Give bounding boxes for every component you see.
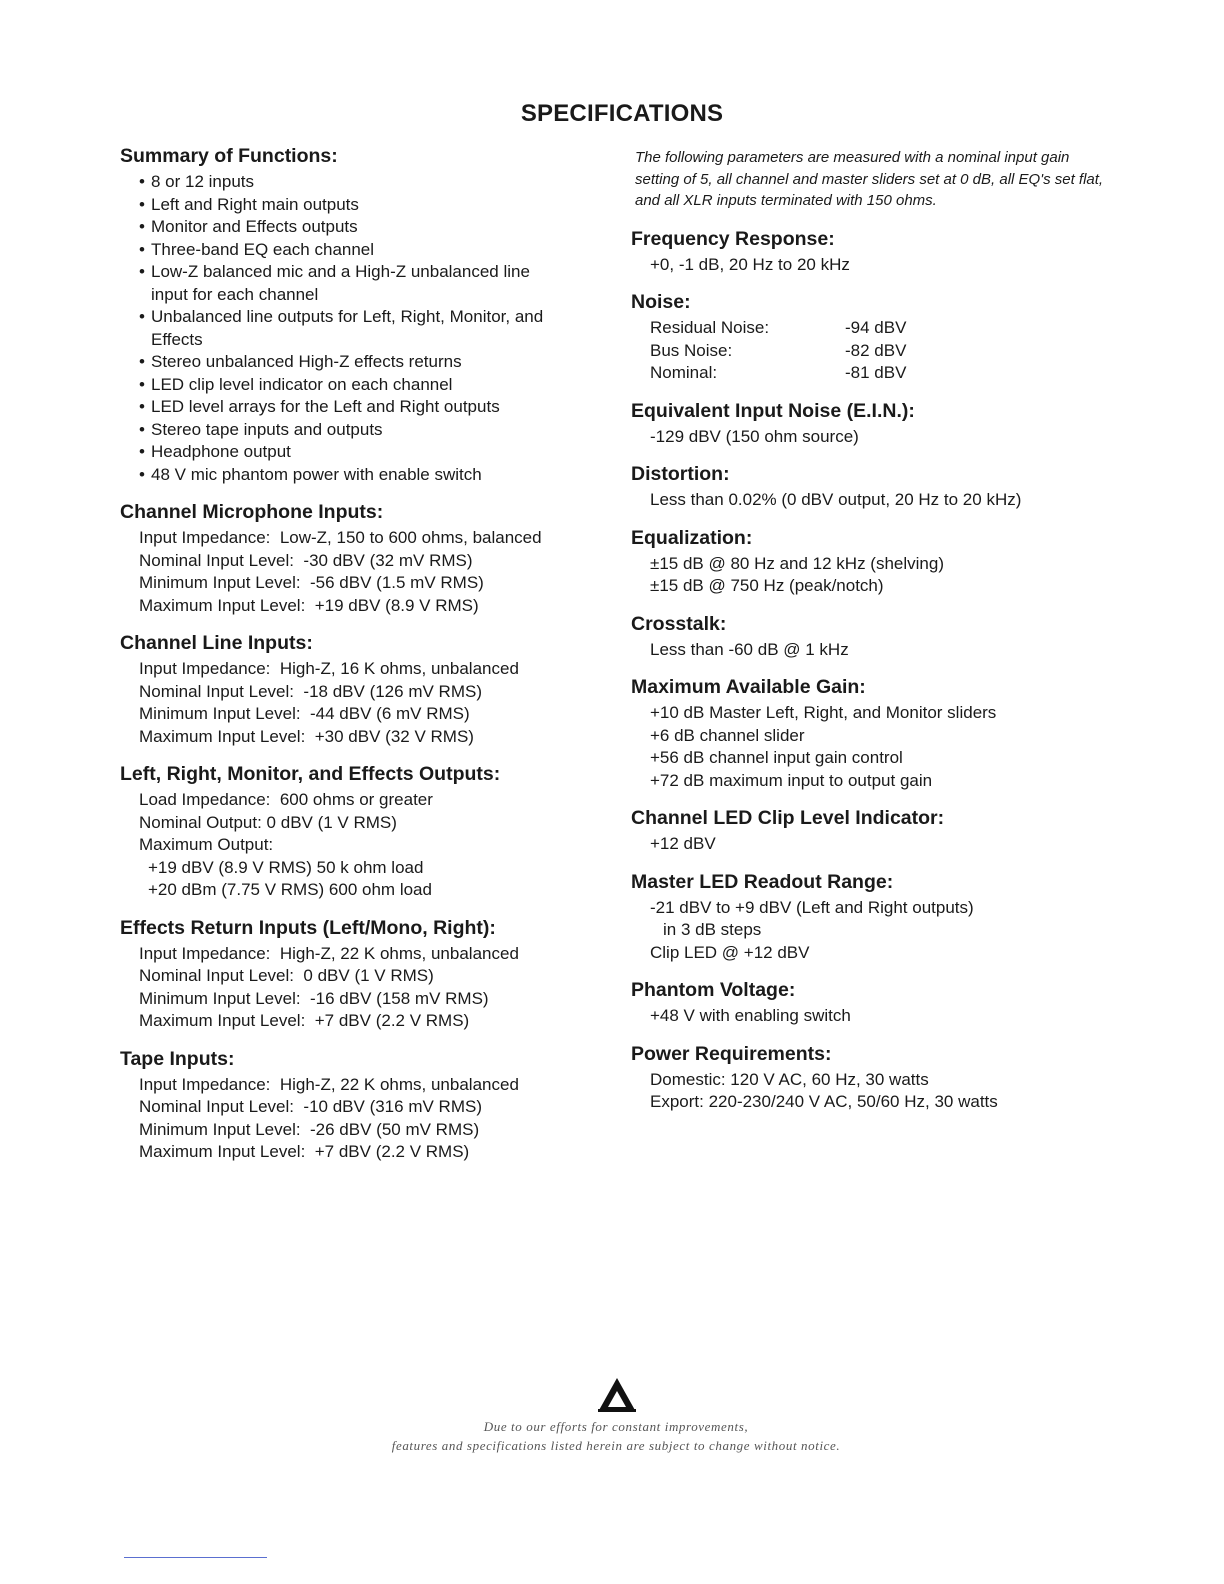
section-heading: Frequency Response: (631, 227, 835, 250)
spec-line: Export: 220-230/240 V AC, 50/60 Hz, 30 watts (650, 1092, 998, 1111)
spec-line: Maximum Output: (139, 835, 274, 854)
noise-label: Residual Noise: (650, 318, 770, 337)
mic-inputs-section (120, 499, 610, 617)
section-heading: Crosstalk: (631, 612, 727, 635)
clip-indicator-section (631, 805, 1111, 856)
section-heading: Equivalent Input Noise (E.I.N.): (631, 399, 915, 422)
list-item: • Headphone output (139, 442, 291, 461)
footer-line: features and specifications listed herein are subject to change without notice. (391, 1438, 841, 1453)
spec-line: -21 dBV to +9 dBV (Left and Right outputs) (650, 897, 974, 917)
spec-line: Domestic: 120 V AC, 60 Hz, 30 watts (650, 1069, 929, 1089)
right-column (631, 143, 1111, 1127)
spec-line: Minimum Input Level: -26 dBV (50 mV RMS) (139, 1119, 480, 1139)
brand-logo-icon (596, 1376, 638, 1414)
spec-line: ±15 dB @ 750 Hz (peak/notch) (650, 576, 884, 595)
spec-line: Input Impedance: High-Z, 22 K ohms, unbalanced (139, 943, 519, 963)
spec-line: Load Impedance: 600 ohms or greater (139, 790, 433, 809)
table-row (650, 362, 906, 385)
spec-line: +10 dB Master Left, Right, and Monitor sliders (650, 703, 997, 722)
list-item: • LED clip level indicator on each channel (139, 374, 453, 394)
spec-line: Less than -60 dB @ 1 kHz (650, 639, 849, 659)
section-heading: Effects Return Inputs (Left/Mono, Right): (120, 916, 496, 939)
spec-line: Less than 0.02% (0 dBV output, 20 Hz to 20 kHz) (650, 490, 1022, 509)
spec-line: Nominal Input Level: -30 dBV (32 mV RMS) (139, 550, 473, 570)
spec-line: Minimum Input Level: -16 dBV (158 mV RMS) (139, 988, 489, 1008)
spec-line: Nominal Input Level: -18 dBV (126 mV RMS) (139, 681, 482, 701)
spec-subline: +20 dBm (7.75 V RMS) 600 ohm load (148, 880, 432, 899)
spec-line: +56 dB channel input gain control (650, 748, 903, 767)
section-heading: Equalization: (631, 526, 753, 549)
spec-line: Minimum Input Level: -56 dBV (1.5 mV RMS) (139, 573, 484, 592)
list-item: • Low-Z balanced mic and a High-Z unbalanced line input for each channel (139, 262, 530, 304)
section-heading: Distortion: (631, 463, 730, 485)
noise-section (631, 289, 1111, 385)
spec-line: Nominal Input Level: 0 dBV (1 V RMS) (139, 966, 434, 985)
list-item: • 48 V mic phantom power with enable switch (139, 464, 482, 484)
distortion-section (631, 461, 1111, 512)
list-item: • 8 or 12 inputs (139, 172, 255, 191)
measurement-note: The following parameters are measured with a nominal input gain setting of 5, all channel and master sliders set at 0 dB, all EQ's set flat, and all XLR inputs terminated with 150 ohms. (635, 149, 1104, 209)
outputs-section (120, 761, 610, 902)
tape-inputs-section (120, 1046, 610, 1164)
list-item: • Monitor and Effects outputs (139, 217, 358, 236)
max-gain-section (631, 674, 1111, 792)
left-column (120, 143, 610, 1177)
list-item: • Stereo tape inputs and outputs (139, 419, 383, 439)
equalization-section (631, 525, 1111, 598)
power-section (631, 1041, 1111, 1114)
spec-line: Input Impedance: High-Z, 16 K ohms, unbalanced (139, 659, 519, 678)
spec-line: +12 dBV (650, 834, 716, 853)
noise-table (650, 317, 906, 385)
spec-line: Maximum Input Level: +7 dBV (2.2 V RMS) (139, 1142, 470, 1161)
section-heading: Power Requirements: (631, 1042, 832, 1065)
section-heading: Phantom Voltage: (631, 979, 796, 1001)
noise-value: -82 dBV (845, 340, 907, 360)
spec-line: Clip LED @ +12 dBV (650, 942, 810, 962)
crosstalk-section (631, 611, 1111, 662)
noise-label: Nominal: (650, 363, 718, 382)
footer-line: Due to our efforts for constant improvements, (483, 1419, 749, 1434)
spec-line: Nominal Output: 0 dBV (1 V RMS) (139, 812, 397, 832)
section-heading: Channel LED Clip Level Indicator: (631, 807, 945, 829)
list-item: • Stereo unbalanced High-Z effects returns (139, 352, 462, 371)
spec-line: Maximum Input Level: +19 dBV (8.9 V RMS) (139, 595, 479, 615)
page-title: SPECIFICATIONS (520, 100, 724, 127)
section-heading: Noise: (631, 291, 691, 313)
list-item: • Left and Right main outputs (139, 194, 359, 214)
table-row (650, 317, 906, 340)
section-heading: Left, Right, Monitor, and Effects Outputs: (120, 763, 501, 785)
noise-value: -94 dBV (845, 318, 907, 337)
section-heading: Channel Microphone Inputs: (120, 501, 384, 523)
table-row (650, 340, 906, 363)
spec-line: +0, -1 dB, 20 Hz to 20 kHz (650, 254, 850, 274)
spec-line: Input Impedance: Low-Z, 150 to 600 ohms, balanced (139, 528, 542, 547)
spec-line: -129 dBV (150 ohm source) (650, 426, 859, 446)
spec-subline: in 3 dB steps (663, 920, 762, 939)
list-item: • LED level arrays for the Left and Right outputs (139, 397, 500, 416)
line-inputs-section (120, 630, 610, 748)
summary-section (120, 143, 610, 486)
list-item: • Three-band EQ each channel (139, 239, 375, 259)
spec-line: +72 dB maximum input to output gain (650, 770, 933, 790)
section-heading: Master LED Readout Range: (631, 870, 894, 893)
list-item: • Unbalanced line outputs for Left, Right, Monitor, and Effects (139, 307, 544, 349)
frequency-response-section (631, 226, 1111, 277)
ein-section (631, 398, 1111, 449)
section-heading: Channel Line Inputs: (120, 632, 313, 654)
noise-value: -81 dBV (845, 363, 907, 382)
phantom-section (631, 977, 1111, 1028)
spec-line: Minimum Input Level: -44 dBV (6 mV RMS) (139, 704, 470, 723)
spec-subline: +19 dBV (8.9 V RMS) 50 k ohm load (148, 857, 424, 877)
effects-return-section (120, 915, 610, 1033)
divider (124, 1557, 267, 1558)
spec-line: Nominal Input Level: -10 dBV (316 mV RMS) (139, 1097, 482, 1116)
section-heading: Maximum Available Gain: (631, 676, 866, 698)
spec-line: +48 V with enabling switch (650, 1006, 851, 1025)
spec-line: +6 dB channel slider (650, 725, 805, 745)
readout-range-section (631, 869, 1111, 965)
noise-label: Bus Noise: (650, 340, 733, 360)
spec-line: Maximum Input Level: +7 dBV (2.2 V RMS) (139, 1011, 470, 1030)
section-heading: Tape Inputs: (120, 1047, 235, 1070)
spec-line: Maximum Input Level: +30 dBV (32 V RMS) (139, 726, 474, 746)
functions-list (120, 171, 610, 486)
section-heading: Summary of Functions: (120, 145, 338, 167)
spec-line: Input Impedance: High-Z, 22 K ohms, unbalanced (139, 1074, 519, 1094)
spec-line: ±15 dB @ 80 Hz and 12 kHz (shelving) (650, 553, 945, 573)
